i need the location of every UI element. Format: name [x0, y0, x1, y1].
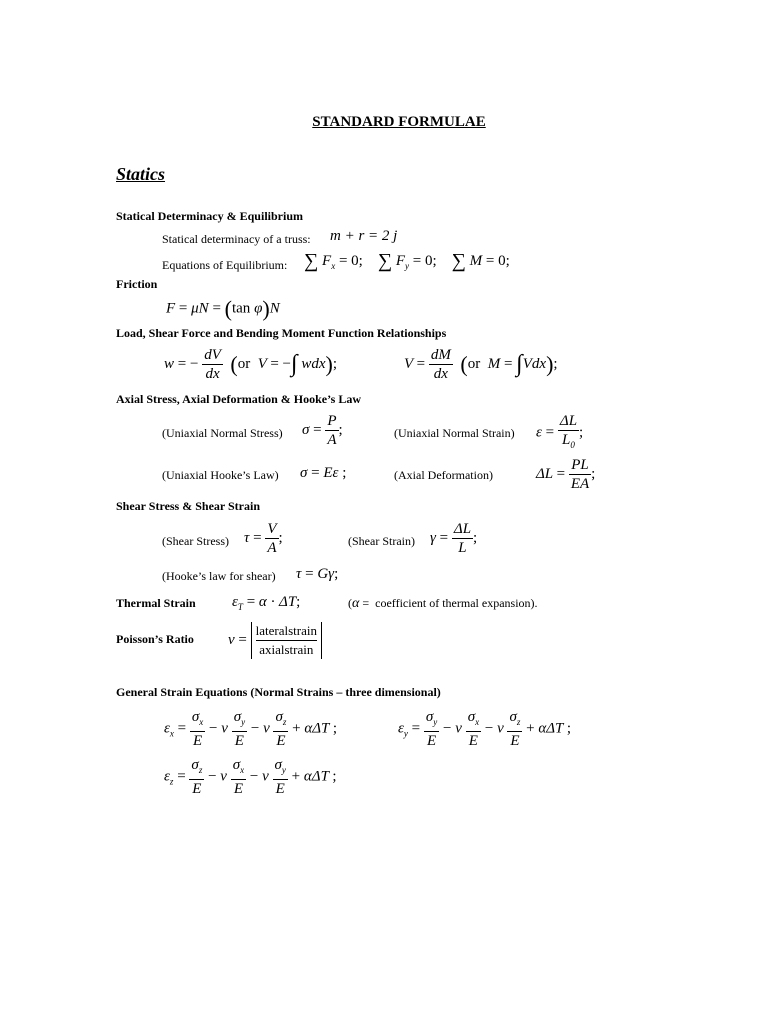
heading-load-shear-moment: Load, Shear Force and Bending Moment Function Relationships: [116, 326, 447, 340]
label-uniaxial-stress: (Uniaxial Normal Stress): [162, 426, 283, 440]
heading-thermal: Thermal Strain: [116, 596, 196, 610]
label-uniaxial-hooke: (Uniaxial Hooke’s Law): [162, 468, 279, 482]
formula-load-shear: w = − $\frac{dV}{dx}$ (or V = −∫ wdx);: [164, 347, 338, 382]
formula-uniaxial-stress: σ = $\frac{P}{A}$ ;: [302, 413, 343, 448]
formula-equilibrium: ∑ $F_x = 0$; ∑ $F_y = 0$; ∑ M = 0;: [304, 250, 510, 272]
formula-strain-y: $\varepsilon_y$ = $\frac{\sigma_y}{E}$ − ν $\frac{\sigma_x}{E}$ − ν $\frac{\sigma_z}{E}$ + αΔT ;: [398, 709, 572, 749]
label-equilibrium: Equations of Equilibrium:: [162, 258, 288, 272]
formula-uniaxial-strain: ε = $\frac{\Delta L}{L_0}$ ;: [536, 413, 584, 450]
heading-axial: Axial Stress, Axial Deformation & Hooke’s Law: [116, 392, 361, 406]
page-title: STANDARD FORMULAE: [312, 114, 486, 130]
formula-poisson: ν = lateralstrain axialstrain: [228, 622, 322, 659]
formula-friction: F = μN = (tan φ)N: [166, 296, 280, 321]
formula-hooke-shear: τ = Gγ;: [296, 566, 339, 582]
heading-shear: Shear Stress & Shear Strain: [116, 499, 261, 513]
heading-poisson: Poisson’s Ratio: [116, 632, 194, 646]
formula-strain-z: $\varepsilon_z$ = $\frac{\sigma_z}{E}$ − ν $\frac{\sigma_x}{E}$ − ν $\frac{\sigma_y}{E}$ + αΔT ;: [164, 757, 337, 797]
label-axial-deformation: (Axial Deformation): [394, 468, 493, 482]
label-truss-determinacy: Statical determinacy of a truss:: [162, 232, 311, 246]
formula-shear-strain: γ = $\frac{\Delta L}{L}$ ;: [430, 521, 478, 556]
formula-shear-stress: τ = $\frac{V}{A}$ ;: [244, 521, 283, 556]
heading-determinacy: Statical Determinacy & Equilibrium: [116, 209, 303, 223]
label-shear-stress: (Shear Stress): [162, 534, 229, 548]
formula-truss-determinacy: m + r = 2 j: [330, 228, 398, 244]
label-shear-strain: (Shear Strain): [348, 534, 415, 548]
heading-friction: Friction: [116, 277, 158, 291]
formula-thermal: $\varepsilon_T = \alpha \cdot \Delta T$;: [232, 594, 301, 612]
thermal-note: (α = coefficient of thermal expansion).: [348, 596, 538, 611]
label-uniaxial-strain: (Uniaxial Normal Strain): [394, 426, 515, 440]
label-hooke-shear: (Hooke’s law for shear): [162, 569, 276, 583]
heading-general-strain: General Strain Equations (Normal Strains – three dimensional): [116, 685, 441, 699]
formula-uniaxial-hooke: σ = Eε ;: [300, 465, 347, 481]
section-title: Statics: [116, 164, 166, 184]
formula-strain-x: $\varepsilon_x$ = $\frac{\sigma_x}{E}$ − ν $\frac{\sigma_y}{E}$ − ν $\frac{\sigma_z}{E}$ + αΔT ;: [164, 709, 338, 749]
formula-shear-moment: V = $\frac{dM}{dx}$ (or M = ∫Vdx);: [404, 347, 558, 382]
formula-axial-deformation: ΔL = $\frac{PL}{EA}$ ;: [536, 457, 596, 492]
